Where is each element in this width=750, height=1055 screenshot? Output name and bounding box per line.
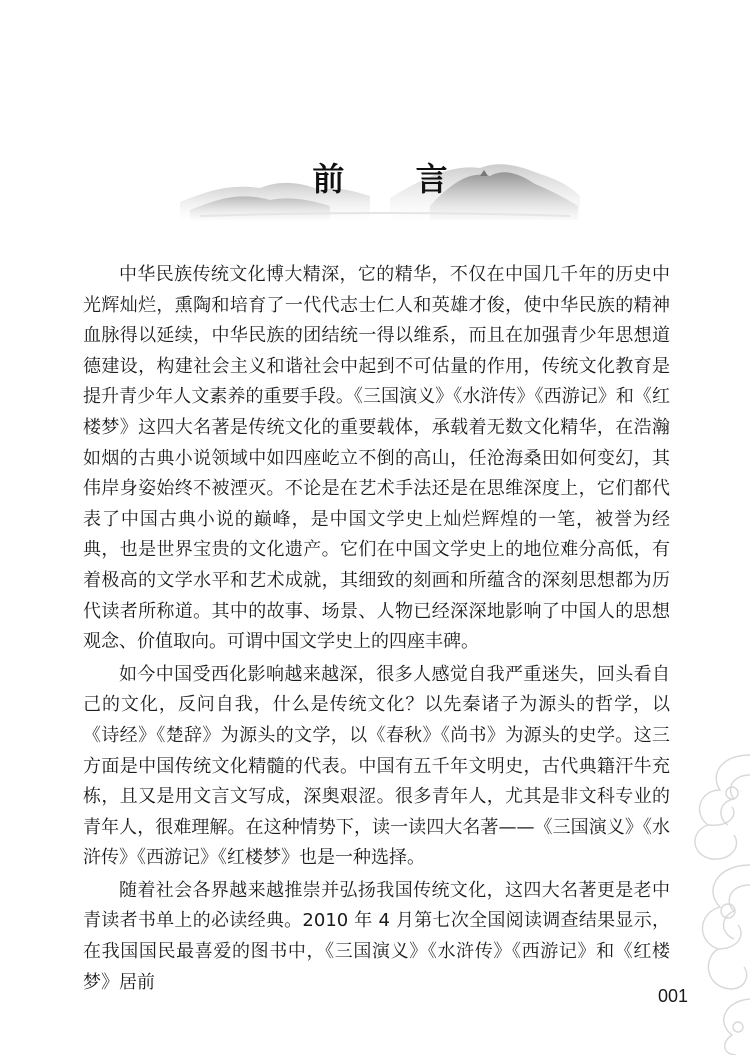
- paragraph: 中华民族传统文化博大精深，它的精华，不仅在中国几千年的历史中光辉灿烂，熏陶和培育了一代代志士仁人和英雄才俊，使中华民族的精神血脉得以延续，中华民族的团结统一得以维系，而且在加强青少年思想道德建设，构建社会主义和谐社会中起到不可估量的作用，传统文化教育是提升青少年人文素养的重要手段。《三国演义》《水浒传》《西游记》和《红楼梦》这四大名著是传统文化的重要载体，承载着无数文化精华，在浩瀚如烟的古典小说领域中如四座屹立不倒的高山，任沧海桑田如何变幻，其伟岸身姿始终不被湮灭。不论是在艺术手法还是在思维深度上，它们都代表了中国古典小说的巅峰，是中国文学史上灿烂辉煌的一笔，被誉为经典，也是世界宝贵的文化遗产。它们在中国文学史上的地位难分高低，有着极高的文学水平和艺术成就，其细致的刻画和所蕴含的深刻思想都为历代读者所称道。其中的故事、场景、人物已经深深地影响了中国人的思想观念、价值取向。可谓中国文学史上的四座丰碑。: [83, 264, 670, 653]
- cloud-pattern-icon: [620, 735, 750, 1055]
- page-number: 001: [658, 986, 689, 1006]
- paragraph: 如今中国受西化影响越来越深，很多人感觉自我严重迷失，回头看自己的文化，反问自我，什么是传统文化？以先秦诸子为源头的哲学，以《诗经》《楚辞》为源头的文学，以《春秋》《尚书》为源头的史学。这三方面是中国传统文化精髓的代表。中国有五千年文明史，古代典籍汗牛充栋，且又是用文言文写成，深奥艰涩。很多青年人，尤其是非文科专业的青年人，很难理解。在这种情势下，读一读四大名著——《三国演义》《水浒传》《西游记》《红楼梦》也是一种选择。: [83, 663, 670, 869]
- paragraph: 随着社会各界越来越推崇并弘扬我国传统文化，这四大名著更是老中青读者书单上的必读经典。2010 年 4 月第七次全国阅读调查结果显示，在我国国民最喜爱的图书中，《三国演义》《水浒传》《西游记》和《红楼梦》居前: [83, 879, 670, 993]
- body-text: [83, 260, 670, 1000]
- title-block: [180, 140, 580, 220]
- page-title: 前 言: [312, 160, 478, 198]
